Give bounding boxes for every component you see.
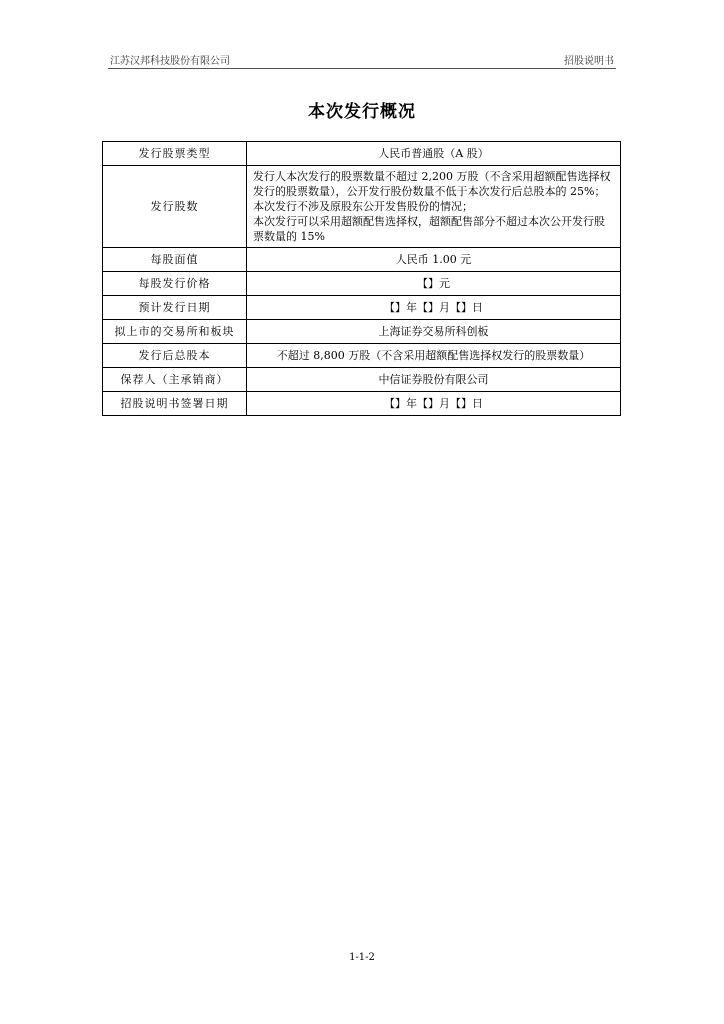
- row-value: 【】年【】月【】日: [247, 392, 621, 416]
- table-row: [103, 368, 621, 392]
- row-label: 发行后总股本: [103, 344, 247, 368]
- row-value: 上海证券交易所科创板: [247, 320, 621, 344]
- row-value: 【】元: [247, 272, 621, 296]
- table-row: [103, 392, 621, 416]
- row-label: 招股说明书签署日期: [103, 392, 247, 416]
- row-value: 不超过 8,800 万股（不含采用超额配售选择权发行的股票数量）: [247, 344, 621, 368]
- row-label: 每股发行价格: [103, 272, 247, 296]
- offering-overview-table: [102, 141, 621, 416]
- row-paragraph: 发行人本次发行的股票数量不超过 2,200 万股（不含采用超额配售选择权发行的股票数量），公开发行股份数量不低于本次发行后总股本的 25%；: [253, 170, 611, 198]
- table-row: [103, 166, 621, 248]
- row-label: 发行股数: [103, 166, 247, 248]
- row-label: 拟上市的交易所和板块: [103, 320, 247, 344]
- row-paragraph: 本次发行不涉及原股东公开发售股份的情况；: [253, 200, 473, 213]
- section-title: 本次发行概况: [308, 102, 416, 122]
- row-value: 【】年【】月【】日: [247, 296, 621, 320]
- row-value: 人民币普通股（A 股）: [247, 142, 621, 166]
- table-row: [103, 344, 621, 368]
- table-row: [103, 320, 621, 344]
- header-company-name: 江苏汉邦科技股份有限公司: [110, 56, 230, 67]
- table-row: [103, 248, 621, 272]
- table-row: [103, 272, 621, 296]
- page-number: 1-1-2: [349, 952, 375, 963]
- table-row: [103, 296, 621, 320]
- header-document-type: 招股说明书: [564, 56, 614, 67]
- row-label: 保荐人（主承销商）: [103, 368, 247, 392]
- table-row: [103, 142, 621, 166]
- row-label: 预计发行日期: [103, 296, 247, 320]
- row-label: 发行股票类型: [103, 142, 247, 166]
- row-paragraph: 本次发行可以采用超额配售选择权，超额配售部分不超过本次公开发行股票数量的 15%: [253, 215, 605, 243]
- row-value: 中信证券股份有限公司: [247, 368, 621, 392]
- row-value: 人民币 1.00 元: [247, 248, 621, 272]
- row-value: [247, 166, 621, 248]
- page-header: [108, 50, 616, 69]
- row-label: 每股面值: [103, 248, 247, 272]
